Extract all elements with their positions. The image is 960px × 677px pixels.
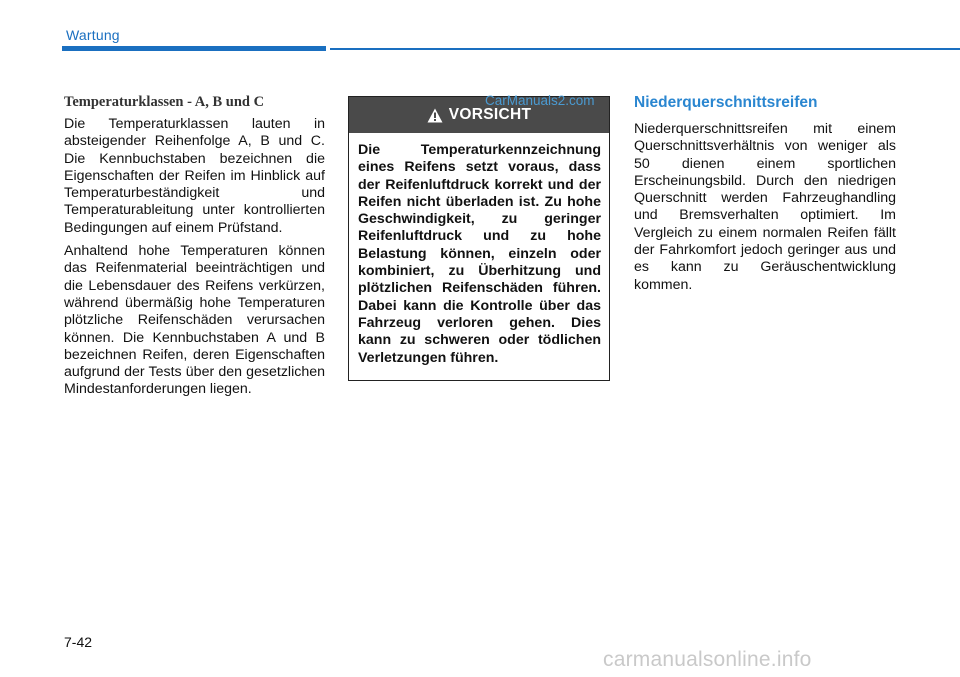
temperature-classes-paragraph-1: Die Temperaturklassen lauten in absteigender Reihenfolge A, B und C. Die Kennbuchstaben bezeichnen die Eigenschaften der Reifen im Hinblick auf Temperaturbeständigkeit und Temperaturableitung unter kontrollierten Bedingungen auf einem Prüfstand.: [64, 116, 325, 236]
temperature-classes-heading: Temperaturklassen - A, B und C: [64, 94, 265, 110]
right-column: [634, 94, 896, 300]
header-rule-thin: [330, 48, 960, 50]
section-title: Wartung: [66, 27, 120, 43]
low-profile-tires-heading: Niederquerschnittsreifen: [634, 94, 818, 111]
temperature-classes-paragraph-2: Anhaltend hohe Temperaturen können das Reifenmaterial beeinträchtigen und die Lebensdauer des Reifens verkürzen, während übermäßig hohe Temperaturen plötzliche Reifenschäden verursachen können. Die Kennbuchstaben A und B bezeichnen Reifen, deren Eigenschaften aufgrund der Tests über den gesetzlichen Mindestanforderungen liegen.: [64, 243, 325, 398]
caution-box: [348, 96, 610, 381]
page-number: 7-42: [64, 634, 93, 650]
caution-title: VORSICHT: [448, 106, 532, 123]
warning-triangle-icon: [427, 108, 443, 123]
watermark-bottom: carmanualsonline.info: [603, 648, 812, 671]
header-rule-thick: [62, 46, 326, 51]
low-profile-tires-paragraph: Niederquerschnittsreifen mit einem Querschnittsverhältnis von weniger als 50 dienen einem sportlichen Erscheinungsbild. Durch den niedrigen Querschnitt werden Fahrzeughandling und Bremsverhalten optimiert. Im Vergleich zu einem normalen Reifen fällt der Fahrkomfort jedoch geringer aus und es kann zu Geräuschentwicklung kommen.: [634, 121, 896, 293]
caution-text: Die Temperaturkennzeichnung eines Reifens setzt voraus, dass der Reifenluftdruck korrekt und der Reifen nicht überladen ist. Zu hohe Geschwindigkeit, zu geringer Reifenluftdruck und zu hohe Belastung können, einzeln oder kombiniert, zu Überhitzung und plötzlichen Reifenschäden führen. Dabei kann die Kontrolle über das Fahrzeug verloren gehen. Dies kann zu schweren oder tödlichen Verletzungen führen.: [358, 142, 601, 366]
watermark-top: CarManuals2.com: [485, 93, 595, 108]
left-column: [64, 94, 325, 405]
